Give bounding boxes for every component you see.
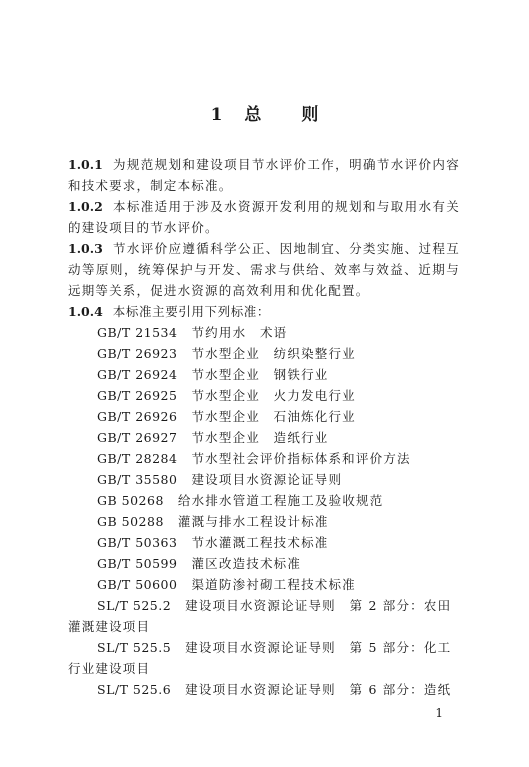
clause-text: 本标准主要引用下列标准： xyxy=(112,304,270,319)
chapter-number: 1 xyxy=(210,105,223,125)
clause-number: 1.0.1 xyxy=(68,157,103,172)
reference-item xyxy=(68,448,460,469)
reference-name: 节水型企业 钢铁行业 xyxy=(191,367,329,382)
reference-name: 节水型企业 火力发电行业 xyxy=(191,388,356,403)
reference-name: 建设项目水资源论证导则 第 2 部分：农田灌溉建设项目 xyxy=(68,598,452,634)
reference-code: GB/T 26926 xyxy=(97,409,178,424)
reference-name: 节水型企业 造纸行业 xyxy=(191,430,329,445)
reference-name: 灌区改造技术标准 xyxy=(191,556,302,571)
reference-name: 节约用水 术语 xyxy=(191,325,288,340)
reference-name: 节水型社会评价指标体系和评价方法 xyxy=(191,451,411,466)
reference-item xyxy=(68,469,460,490)
reference-name: 建设项目水资源论证导则 xyxy=(191,472,343,487)
reference-name: 建设项目水资源论证导则 第 6 部分：造纸 xyxy=(185,682,452,697)
reference-code: SL/T 525.2 xyxy=(97,598,172,613)
reference-item xyxy=(68,406,460,427)
reference-name: 灌溉与排水工程设计标准 xyxy=(177,514,329,529)
reference-name: 节水灌溉工程技术标准 xyxy=(191,535,329,550)
reference-code: GB 50288 xyxy=(97,514,164,529)
reference-code: GB/T 50363 xyxy=(97,535,178,550)
reference-code: GB/T 21534 xyxy=(97,325,178,340)
clause-1-0-3 xyxy=(68,238,460,301)
clause-text: 为规范规划和建设项目节水评价工作，明确节水评价内容和技术要求，制定本标准。 xyxy=(68,157,460,193)
reference-code: GB/T 28284 xyxy=(97,451,178,466)
reference-item xyxy=(68,574,460,595)
reference-item xyxy=(68,364,460,385)
reference-item xyxy=(68,343,460,364)
reference-name: 节水型企业 石油炼化行业 xyxy=(191,409,356,424)
reference-item xyxy=(68,637,460,679)
reference-item xyxy=(68,490,460,511)
reference-item xyxy=(68,322,460,343)
reference-code: GB/T 26924 xyxy=(97,367,178,382)
reference-name: 建设项目水资源论证导则 第 5 部分：化工行业建设项目 xyxy=(68,640,452,676)
reference-code: GB/T 50600 xyxy=(97,577,178,592)
reference-item xyxy=(68,679,460,700)
reference-item xyxy=(68,427,460,448)
clause-1-0-2 xyxy=(68,196,460,238)
reference-code: GB/T 50599 xyxy=(97,556,178,571)
reference-code: SL/T 525.6 xyxy=(97,682,172,697)
reference-item xyxy=(68,511,460,532)
reference-code: GB/T 26927 xyxy=(97,430,178,445)
clause-text: 本标准适用于涉及水资源开发利用的规划和与取用水有关的建设项目的节水评价。 xyxy=(68,199,460,235)
clause-number: 1.0.4 xyxy=(68,304,103,319)
chapter-title-part1: 总 xyxy=(244,105,262,125)
reference-item xyxy=(68,385,460,406)
reference-item xyxy=(68,532,460,553)
clause-1-0-4 xyxy=(68,301,460,322)
chapter-body xyxy=(68,154,460,700)
clause-number: 1.0.2 xyxy=(68,199,103,214)
reference-code: SL/T 525.5 xyxy=(97,640,172,655)
reference-code: GB/T 35580 xyxy=(97,472,178,487)
page-number: 1 xyxy=(435,706,443,720)
clause-1-0-1 xyxy=(68,154,460,196)
chapter-title-part2: 则 xyxy=(301,105,319,125)
clause-number: 1.0.3 xyxy=(68,241,103,256)
reference-code: GB 50268 xyxy=(97,493,164,508)
reference-item xyxy=(68,553,460,574)
reference-name: 给水排水管道工程施工及验收规范 xyxy=(177,493,384,508)
clause-text: 节水评价应遵循科学公正、因地制宜、分类实施、过程互动等原则，统筹保护与开发、需求与供给、效率与效益、近期与远期等关系，促进水资源的高效利用和优化配置。 xyxy=(68,241,460,298)
reference-code: GB/T 26923 xyxy=(97,346,178,361)
reference-code: GB/T 26925 xyxy=(97,388,178,403)
reference-name: 渠道防渗衬砌工程技术标准 xyxy=(191,577,356,592)
reference-name: 节水型企业 纺织染整行业 xyxy=(191,346,356,361)
reference-item xyxy=(68,595,460,637)
chapter-title xyxy=(0,100,529,125)
